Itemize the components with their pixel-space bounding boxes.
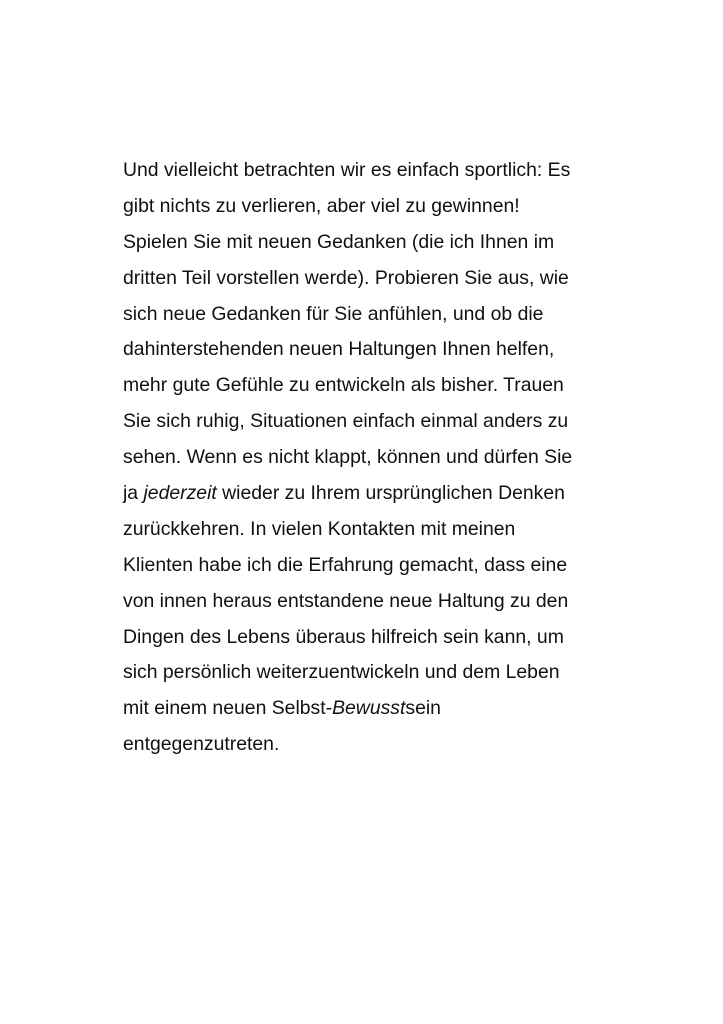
text-line: Sie sich ruhig, Situationen einfach einmal anders zu	[123, 410, 569, 433]
text-line: sich persönlich weiterzuentwickeln und dem Leben	[123, 661, 560, 684]
text-line: Dingen des Lebens überaus hilfreich sein kann, um	[123, 625, 564, 648]
text-line: Spielen Sie mit neuen Gedanken (die ich Ihnen im	[123, 230, 555, 253]
text-line: von innen heraus entstandene neue Haltung zu den	[123, 589, 569, 612]
text-line: sehen. Wenn es nicht klappt, können und dürfen Sie	[123, 446, 573, 469]
text-line: Klienten habe ich die Erfahrung gemacht, dass eine	[123, 553, 568, 576]
text-line: dahinterstehenden neuen Haltungen Ihnen helfen,	[123, 338, 555, 361]
text-line: mehr gute Gefühle zu entwickeln als bisher. Trauen	[123, 374, 564, 397]
text-line: entgegenzutreten.	[123, 733, 280, 756]
text-line: gibt nichts zu verlieren, aber viel zu gewinnen!	[123, 194, 520, 217]
text-line	[123, 476, 623, 512]
emphasis-jederzeit: jederzeit	[143, 482, 217, 505]
text-segment: wieder zu Ihrem ursprünglichen Denken	[216, 482, 565, 505]
text-line: dritten Teil vorstellen werde). Probieren Sie aus, wie	[123, 266, 569, 289]
emphasis-bewusst: Bewusst	[332, 697, 406, 720]
text-segment: ja	[123, 482, 144, 505]
text-segment: sein	[405, 697, 441, 720]
text-line: Und vielleicht betrachten wir es einfach sportlich: Es	[123, 159, 571, 181]
text-segment: mit einem neuen Selbst-	[123, 697, 333, 720]
text-line: zurückkehren. In vielen Kontakten mit meinen	[123, 517, 516, 540]
body-paragraph	[123, 153, 623, 763]
text-line: sich neue Gedanken für Sie anfühlen, und ob die	[123, 302, 544, 325]
text-line	[123, 691, 623, 727]
